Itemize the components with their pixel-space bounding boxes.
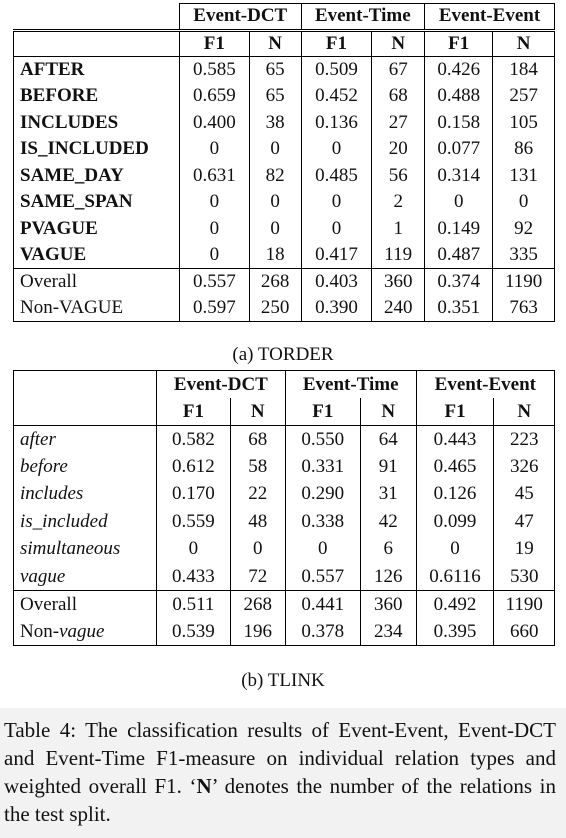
table-cell: 0.539 bbox=[157, 618, 231, 646]
caption-bold: N bbox=[196, 774, 212, 798]
table-cell: 184 bbox=[493, 57, 555, 84]
table-row bbox=[14, 481, 555, 509]
table-row bbox=[14, 57, 555, 84]
sub-header: F1 bbox=[180, 30, 250, 57]
row-label: SAME_SPAN bbox=[14, 189, 180, 216]
table-cell: 0.441 bbox=[285, 591, 360, 619]
table-row bbox=[14, 563, 555, 591]
row-label: simultaneous bbox=[14, 536, 157, 564]
table-cell: 0.400 bbox=[180, 110, 250, 137]
row-label: vague bbox=[14, 563, 157, 591]
table-cell: 0 bbox=[301, 216, 372, 243]
subheader-row bbox=[14, 398, 555, 426]
table-cell: 92 bbox=[493, 216, 555, 243]
sub-header: F1 bbox=[416, 398, 494, 426]
table-cell: 68 bbox=[230, 426, 285, 454]
table-cell: 0.338 bbox=[285, 508, 360, 536]
table-row bbox=[14, 216, 555, 243]
table-row bbox=[14, 508, 555, 536]
table-cell: 0.126 bbox=[416, 481, 494, 509]
table-cell: 240 bbox=[372, 295, 425, 322]
row-label: BEFORE bbox=[14, 83, 180, 110]
sub-header: F1 bbox=[285, 398, 360, 426]
table-cell: 58 bbox=[230, 453, 285, 481]
table-cell: 0.351 bbox=[425, 295, 493, 322]
header-row bbox=[14, 4, 555, 31]
table-cell: 335 bbox=[493, 242, 555, 269]
table-cell: 0.403 bbox=[301, 269, 372, 296]
row-label-italic: vague bbox=[59, 620, 105, 642]
table-cell: 0.170 bbox=[157, 481, 231, 509]
table-cell: 91 bbox=[360, 453, 416, 481]
table-cell: 1 bbox=[372, 216, 425, 243]
sub-header: N bbox=[372, 30, 425, 57]
sub-header: F1 bbox=[301, 30, 372, 57]
table-cell: 326 bbox=[494, 453, 555, 481]
table-caption bbox=[4, 716, 556, 828]
table-cell: 0 bbox=[157, 536, 231, 564]
table-cell: 126 bbox=[360, 563, 416, 591]
table-cell: 0 bbox=[180, 242, 250, 269]
table-row bbox=[14, 536, 555, 564]
table-cell: 18 bbox=[249, 242, 301, 269]
group-header: Event-Event bbox=[416, 371, 554, 399]
table-cell: 0.443 bbox=[416, 426, 494, 454]
table-cell: 56 bbox=[372, 163, 425, 190]
table-cell: 196 bbox=[230, 618, 285, 646]
table-cell: 1190 bbox=[494, 591, 555, 619]
table-cell: 0.331 bbox=[285, 453, 360, 481]
sub-header: N bbox=[249, 30, 301, 57]
table-cell: 660 bbox=[494, 618, 555, 646]
row-label: Non-VAGUE bbox=[14, 295, 180, 322]
sub-header: F1 bbox=[425, 30, 493, 57]
table-cell: 0 bbox=[285, 536, 360, 564]
table-cell: 82 bbox=[249, 163, 301, 190]
table-cell: 65 bbox=[249, 57, 301, 84]
table-cell: 0 bbox=[425, 189, 493, 216]
sub-header: F1 bbox=[157, 398, 231, 426]
table-row bbox=[14, 242, 555, 269]
table-cell: 0.509 bbox=[301, 57, 372, 84]
table-cell: 0.597 bbox=[180, 295, 250, 322]
table-cell: 0 bbox=[493, 189, 555, 216]
row-label: before bbox=[14, 453, 157, 481]
sub-header: N bbox=[494, 398, 555, 426]
table-cell: 268 bbox=[230, 591, 285, 619]
table-cell: 0.465 bbox=[416, 453, 494, 481]
table-cell: 64 bbox=[360, 426, 416, 454]
table-cell: 0.585 bbox=[180, 57, 250, 84]
group-header: Event-DCT bbox=[157, 371, 286, 399]
table-cell: 0.417 bbox=[301, 242, 372, 269]
table-cell: 0.158 bbox=[425, 110, 493, 137]
table-cell: 131 bbox=[493, 163, 555, 190]
row-label: includes bbox=[14, 481, 157, 509]
table-cell: 105 bbox=[493, 110, 555, 137]
row-label: AFTER bbox=[14, 57, 180, 84]
table-cell: 0 bbox=[230, 536, 285, 564]
table-cell: 38 bbox=[249, 110, 301, 137]
subcaption-tlink: (b) TLINK bbox=[241, 670, 325, 691]
summary-row bbox=[14, 295, 555, 322]
subcaption-torder: (a) TORDER bbox=[232, 344, 334, 365]
sub-header: N bbox=[230, 398, 285, 426]
table-row bbox=[14, 189, 555, 216]
table-cell: 0 bbox=[249, 136, 301, 163]
table-cell: 0.374 bbox=[425, 269, 493, 296]
group-header: Event-Time bbox=[285, 371, 416, 399]
table-cell: 68 bbox=[372, 83, 425, 110]
table-row bbox=[14, 136, 555, 163]
table-cell: 0.433 bbox=[157, 563, 231, 591]
table-cell: 0.557 bbox=[285, 563, 360, 591]
table-cell: 0 bbox=[180, 136, 250, 163]
table-cell: 48 bbox=[230, 508, 285, 536]
table-cell: 257 bbox=[493, 83, 555, 110]
tlink-table bbox=[13, 370, 555, 646]
row-label: PVAGUE bbox=[14, 216, 180, 243]
group-header: Event-Time bbox=[301, 4, 425, 31]
summary-row bbox=[14, 618, 555, 646]
table-cell: 234 bbox=[360, 618, 416, 646]
table-cell: 0.557 bbox=[180, 269, 250, 296]
sub-header: N bbox=[360, 398, 416, 426]
table-cell: 86 bbox=[493, 136, 555, 163]
table-cell: 72 bbox=[230, 563, 285, 591]
table-cell: 0.378 bbox=[285, 618, 360, 646]
table-cell: 0.452 bbox=[301, 83, 372, 110]
table-cell: 0 bbox=[249, 216, 301, 243]
caption-text: Table 4: The classification results of Event-Event, Event-DCT and Event-Time F1-measure on individual relation types and weighted overall F1. ‘ bbox=[4, 718, 556, 798]
table-cell: 360 bbox=[372, 269, 425, 296]
table-cell: 0.485 bbox=[301, 163, 372, 190]
group-header: Event-Event bbox=[425, 4, 555, 31]
sub-header: N bbox=[493, 30, 555, 57]
table-row bbox=[14, 110, 555, 137]
row-label: IS_INCLUDED bbox=[14, 136, 180, 163]
table-cell: 0.390 bbox=[301, 295, 372, 322]
table-row bbox=[14, 83, 555, 110]
table-cell: 42 bbox=[360, 508, 416, 536]
table-cell: 763 bbox=[493, 295, 555, 322]
summary-row bbox=[14, 591, 555, 619]
table-cell: 0.559 bbox=[157, 508, 231, 536]
table-cell: 2 bbox=[372, 189, 425, 216]
row-label: is_included bbox=[14, 508, 157, 536]
table-cell: 0.492 bbox=[416, 591, 494, 619]
table-cell: 223 bbox=[494, 426, 555, 454]
table-cell: 0.395 bbox=[416, 618, 494, 646]
table-cell: 1190 bbox=[493, 269, 555, 296]
table-cell: 0 bbox=[301, 189, 372, 216]
table-cell: 0 bbox=[416, 536, 494, 564]
table-cell: 0.136 bbox=[301, 110, 372, 137]
table-cell: 0.077 bbox=[425, 136, 493, 163]
row-label bbox=[14, 618, 157, 646]
table-row bbox=[14, 453, 555, 481]
table-cell: 0 bbox=[301, 136, 372, 163]
table-cell: 27 bbox=[372, 110, 425, 137]
caption-text: ’ denotes the number of the relations in the test split. bbox=[4, 774, 556, 826]
table-cell: 65 bbox=[249, 83, 301, 110]
table-cell: 19 bbox=[494, 536, 555, 564]
table-cell: 0 bbox=[180, 189, 250, 216]
table-cell: 530 bbox=[494, 563, 555, 591]
table-cell: 6 bbox=[360, 536, 416, 564]
table-cell: 20 bbox=[372, 136, 425, 163]
table-cell: 0.511 bbox=[157, 591, 231, 619]
table-cell: 0.290 bbox=[285, 481, 360, 509]
table-cell: 0.612 bbox=[157, 453, 231, 481]
row-label-prefix: Non- bbox=[20, 620, 60, 642]
subheader-row bbox=[14, 30, 555, 57]
table-cell: 67 bbox=[372, 57, 425, 84]
table-cell: 268 bbox=[249, 269, 301, 296]
table-cell: 0.426 bbox=[425, 57, 493, 84]
table-cell: 360 bbox=[360, 591, 416, 619]
table-row bbox=[14, 426, 555, 454]
table-cell: 250 bbox=[249, 295, 301, 322]
table-cell: 0.550 bbox=[285, 426, 360, 454]
group-header: Event-DCT bbox=[180, 4, 302, 31]
table-cell: 31 bbox=[360, 481, 416, 509]
table-cell: 0.6116 bbox=[416, 563, 494, 591]
table-cell: 0.488 bbox=[425, 83, 493, 110]
table-cell: 45 bbox=[494, 481, 555, 509]
table-cell: 0.582 bbox=[157, 426, 231, 454]
table-cell: 0.314 bbox=[425, 163, 493, 190]
header-row bbox=[14, 371, 555, 399]
table-cell: 0.149 bbox=[425, 216, 493, 243]
row-label: VAGUE bbox=[14, 242, 180, 269]
table-cell: 0.659 bbox=[180, 83, 250, 110]
table-cell: 119 bbox=[372, 242, 425, 269]
summary-row bbox=[14, 269, 555, 296]
row-label: Overall bbox=[14, 591, 157, 619]
table-cell: 0.487 bbox=[425, 242, 493, 269]
table-cell: 0.631 bbox=[180, 163, 250, 190]
table-cell: 0 bbox=[249, 189, 301, 216]
table-cell: 0 bbox=[180, 216, 250, 243]
table-cell: 0.099 bbox=[416, 508, 494, 536]
row-label: SAME_DAY bbox=[14, 163, 180, 190]
table-cell: 22 bbox=[230, 481, 285, 509]
row-label: after bbox=[14, 426, 157, 454]
torder-table bbox=[13, 3, 555, 322]
row-label: INCLUDES bbox=[14, 110, 180, 137]
row-label: Overall bbox=[14, 269, 180, 296]
table-row bbox=[14, 163, 555, 190]
table-cell: 47 bbox=[494, 508, 555, 536]
